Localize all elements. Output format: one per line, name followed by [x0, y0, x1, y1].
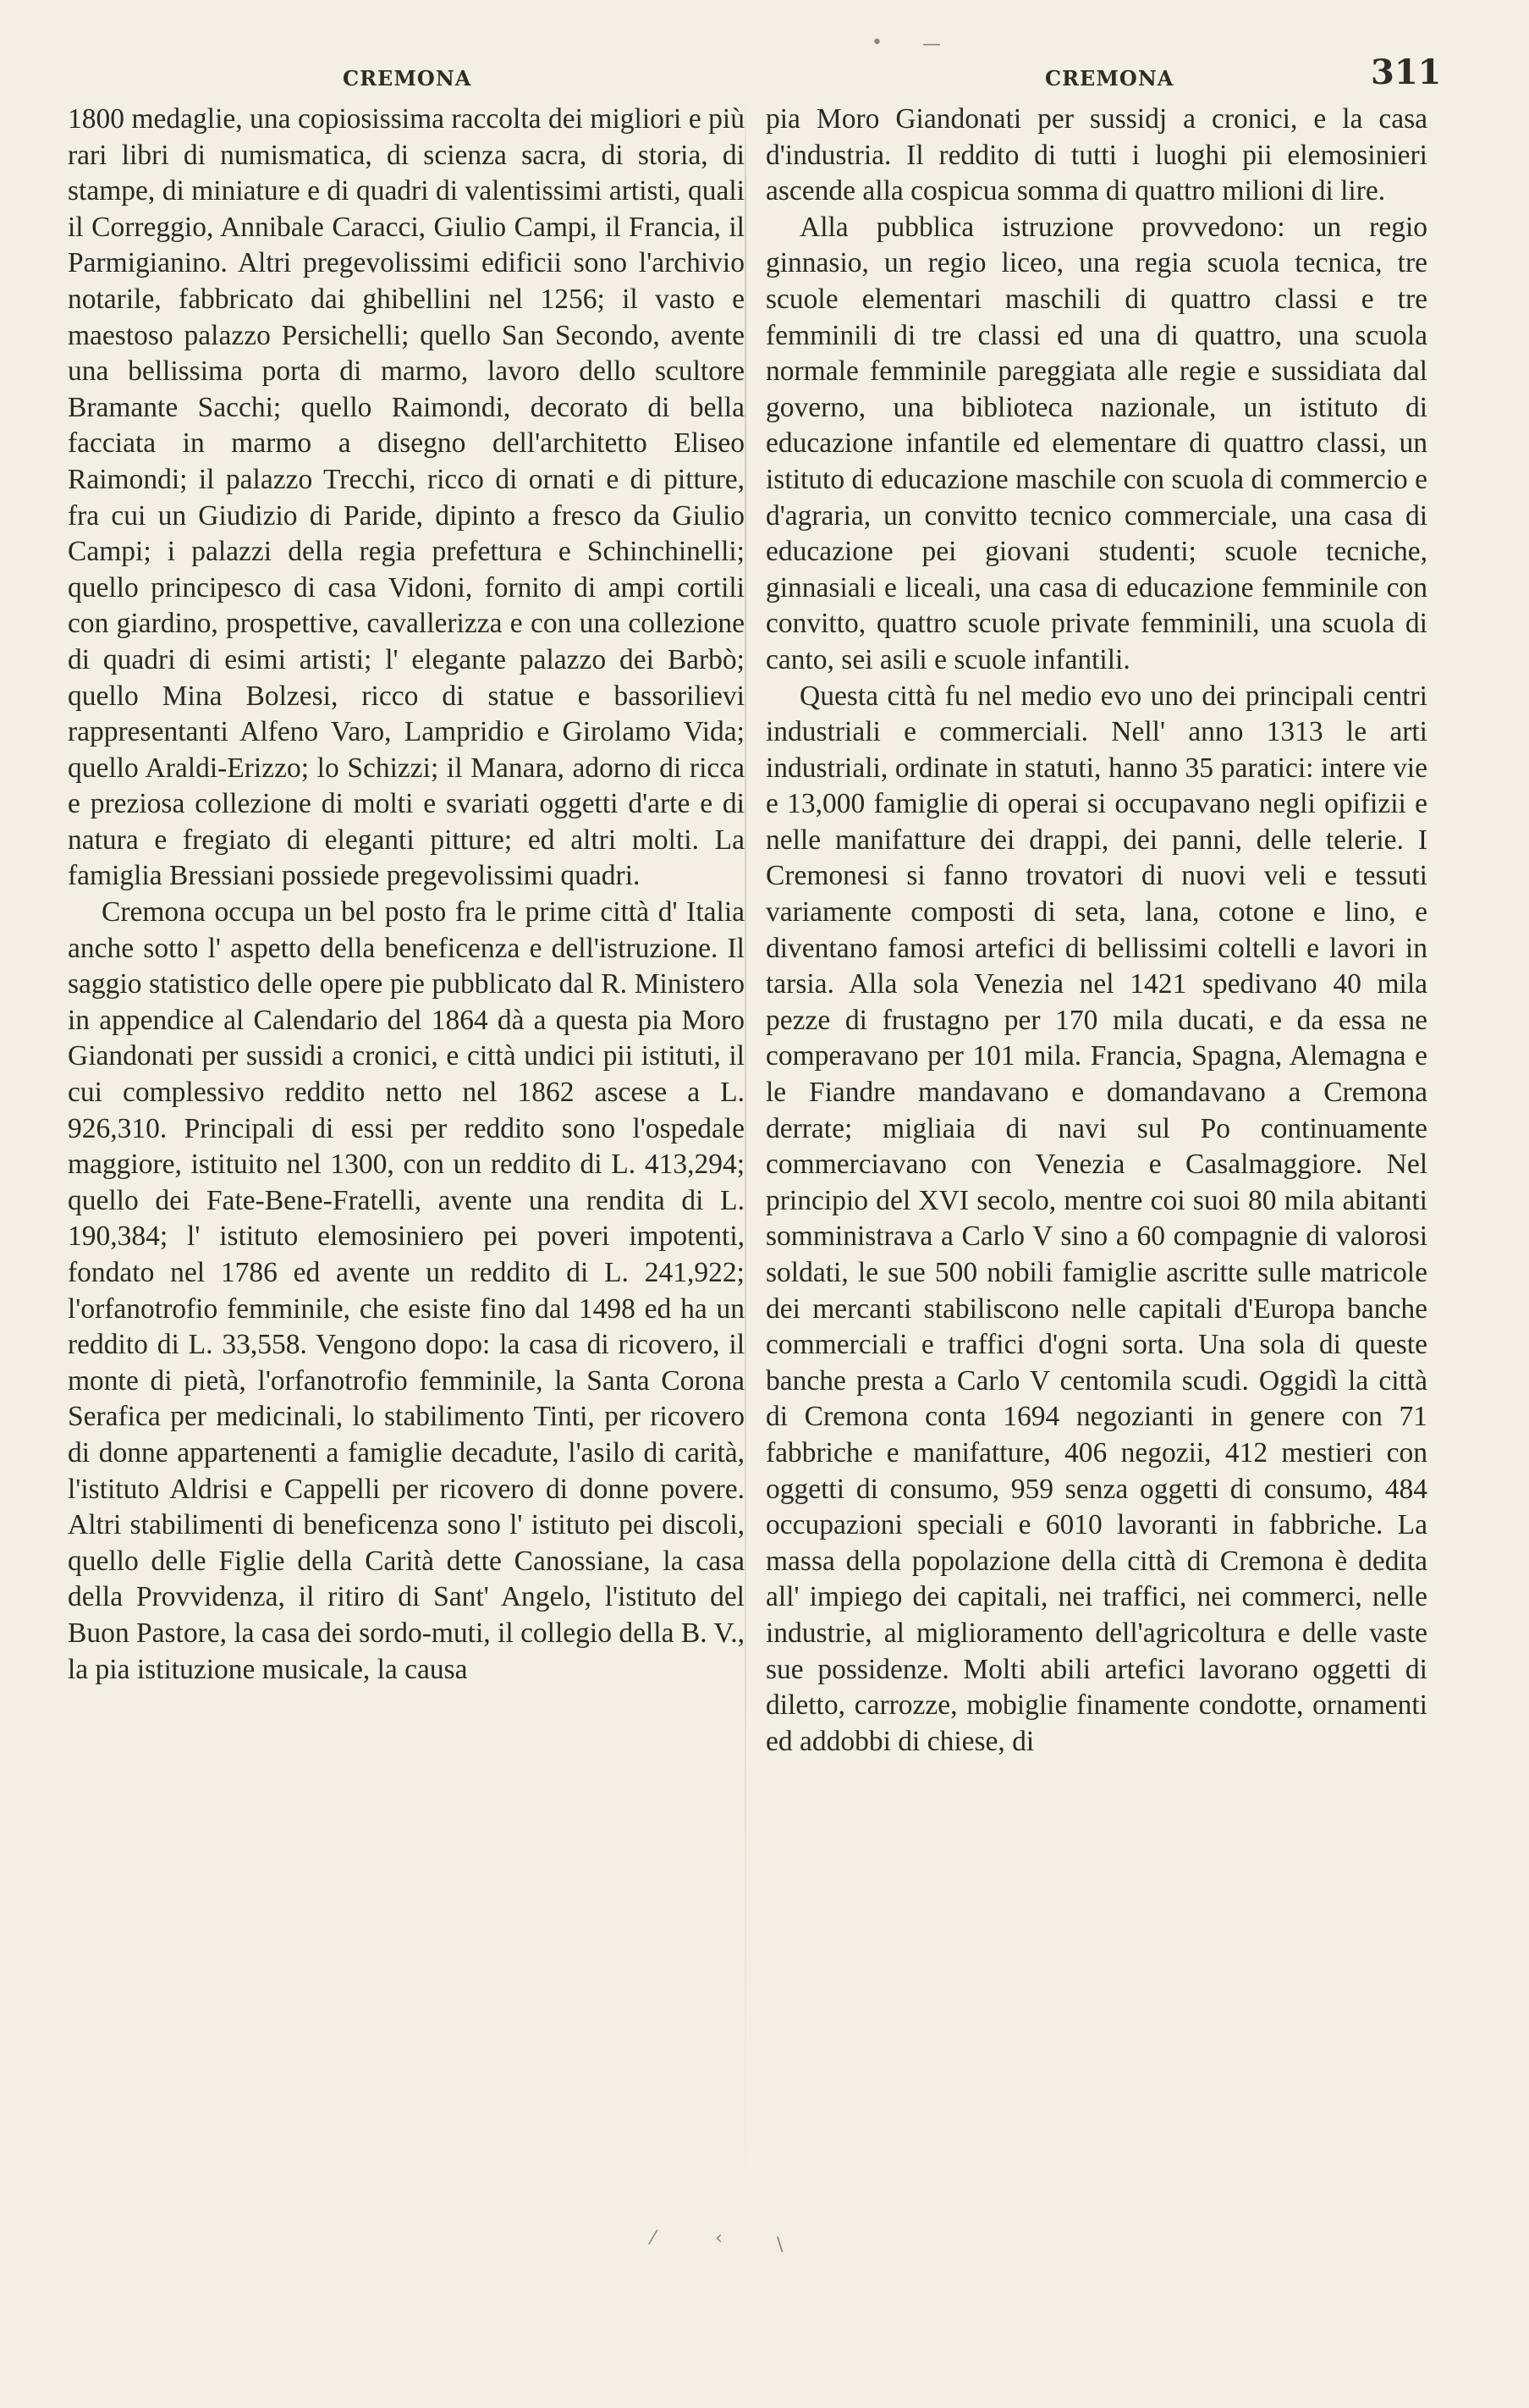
right-column [766, 102, 1427, 1760]
column-divider [745, 102, 746, 2218]
print-speck-icon: ⁄ [652, 2228, 655, 2249]
left-paragraph-2: Cremona occupa un bel posto fra le prime città d' Italia anche sotto l' aspetto della beneficenza e dell'istruzione. Il saggio statistico delle opere pie pubblicato dal R. Ministero in appendice al Calendario del 1864 dà a questa pia Moro Giandonati per sussidi a cronici, e città undici pii istituti, il cui complessivo reddito netto nel 1862 ascese a L. 926,310. Principali di essi per reddito sono l'ospedale maggiore, istituito nel 1300, con un reddito di L. 413,294; quello dei Fate-Bene-Fratelli, avente una rendita di L. 190,384; l' istituto elemosiniero pei poveri impotenti, fondato nel 1786 ed avente un reddito di L. 241,922; l'orfanotrofio femminile, che esiste fino dal 1498 ed ha un reddito di L. 33,558. Vengono dopo: la casa di ricovero, il monte di pietà, l'orfanotrofio femminile, la Santa Corona Serafica per medicinali, lo stabilimento Tinti, per ricovero di donne appartenenti a famiglie decadute, l'asilo di carità, l'istituto Aldrisi e Cappelli per ricovero di donne povere. Altri stabilimenti di beneficenza sono l' istituto pei discoli, quello delle Figlie della Carità dette Canossiane, la casa della Provvidenza, il ritiro di Sant' Angelo, l'istituto del Buon Pastore, la casa dei sordo-muti, il collegio della B. V., la pia istituzione musicale, la causa [68, 896, 745, 1685]
right-paragraph-2: Alla pubblica istruzione provvedono: un regio ginnasio, un regio liceo, una regia scuola tecnica, tre scuole elementari maschili di quattro classi e tre femminili di tre classi ed una di quattro, una scuola normale femminile pareggiata alle regie e sussidiata dal governo, una biblioteca nazionale, un istituto di educazione infantile ed elementare di quattro classi, un istituto di educazione maschile con scuola di commercio e d'agraria, un convitto tecnico commerciale, una casa di educazione pei giovani studenti; scuole tecniche, ginnasiali e liceali, una casa di educazione femminile con convitto, quattro scuole private femminili, una scuola di canto, sei asili e scuole infantili. [766, 211, 1427, 675]
page-number: 311 [1371, 52, 1442, 92]
right-paragraph-1: pia Moro Giandonati per sussidj a cronici, e la casa d'industria. Il reddito di tutti i luoghi pii elemosinieri ascende alla cospicua somma di quattro milioni di lire. [766, 103, 1427, 207]
right-paragraph-3: Questa città fu nel medio evo uno dei principali centri industriali e commerciali. Nell' anno 1313 le arti industriali, ordinate in statuti, hanno 35 paratici: intere vie e 13,000 famiglie di operai si occupavano negli opifizii e nelle manifatture dei drappi, dei panni, delle telerie. I Cremonesi si fanno trovatori di nuovi veli e tessuti variamente composti di seta, lana, cotone e lino, e diventano famosi artefici di bellissimi coltelli e lavori in tarsia. Alla sola Venezia nel 1421 spedivano 40 mila pezze di frustagno per 170 mila ducati, e da essa ne comperavano per 101 mila. Francia, Spagna, Alemagna e le Fiandre mandavano e domandavano a Cremona derrate; migliaia di navi sul Po continuamente commerciavano con Venezia e Casalmaggiore. Nel principio del XVI secolo, mentre coi suoi 80 mila abitanti somministrava a Carlo V sino a 60 compagnie di valorosi soldati, le sue 500 nobili famiglie ascritte sulle matricole dei mercanti stabiliscono nelle capitali d'Europa banche commerciali e traffici d'ogni sorta. Una sola di queste banche presta a Carlo V centomila scudi. Oggidì la città di Cremona conta 1694 negozianti in genere con 71 fabbriche e manifatture, 406 negozii, 412 mestieri con oggetti di consumo, 959 senza oggetti di consumo, 484 occupazioni speciali e 6010 lavoranti in fabbriche. La massa della popolazione della città di Cremona è dedita all' impiego dei capitali, nei traffici, nei commerci, nelle industrie, al miglioramento dell'agricoltura e delle vaste sue possidenze. Molti abili artefici lavorano oggetti di diletto, carrozze, mobiglie finamente condotte, ornamenti ed addobbi di chiese, di [766, 680, 1427, 1757]
print-speck-icon: — [922, 34, 941, 55]
running-head-right: CREMONA [1045, 66, 1174, 91]
print-speck-icon: \ [777, 2234, 784, 2256]
print-speck-icon: ‹ [715, 2228, 723, 2249]
running-head-left: CREMONA [343, 66, 472, 91]
print-speck-icon: • [872, 32, 883, 53]
left-paragraph-1: 1800 medaglie, una copiosissima raccolta dei migliori e più rari libri di numismatica, di scienza sacra, di storia, di stampe, di miniature e di quadri di valentissimi artisti, quali il Correggio, Annibale Caracci, Giulio Campi, il Francia, il Parmigianino. Altri pregevolissimi edificii sono l'archivio notarile, fabbricato dai ghibellini nel 1256; il vasto e maestoso palazzo Persichelli; quello San Secondo, avente una bellissima porta di marmo, lavoro dello scultore Bramante Sacchi; quello Raimondi, decorato di bella facciata in marmo a disegno dell'architetto Eliseo Raimondi; il palazzo Trecchi, ricco di ornati e di pitture, fra cui un Giudizio di Paride, dipinto a fresco da Giulio Campi; i palazzi della regia prefettura e Schinchinelli; quello principesco di casa Vidoni, fornito di ampi cortili con giardino, prospettive, cavallerizza e con una collezione di quadri di esimi artisti; l' elegante palazzo dei Barbò; quello Mina Bolzesi, ricco di statue e bassorilievi rappresentanti Alfeno Varo, Lampridio e Girolamo Vida; quello Araldi-Erizzo; lo Schizzi; il Manara, adorno di ricca e preziosa collezione di molti e svariati oggetti d'arte e di natura e fregiato di eleganti pitture; ed altri molti. La famiglia Bressiani possiede pregevolissimi quadri. [68, 103, 745, 892]
left-column [68, 102, 745, 1688]
